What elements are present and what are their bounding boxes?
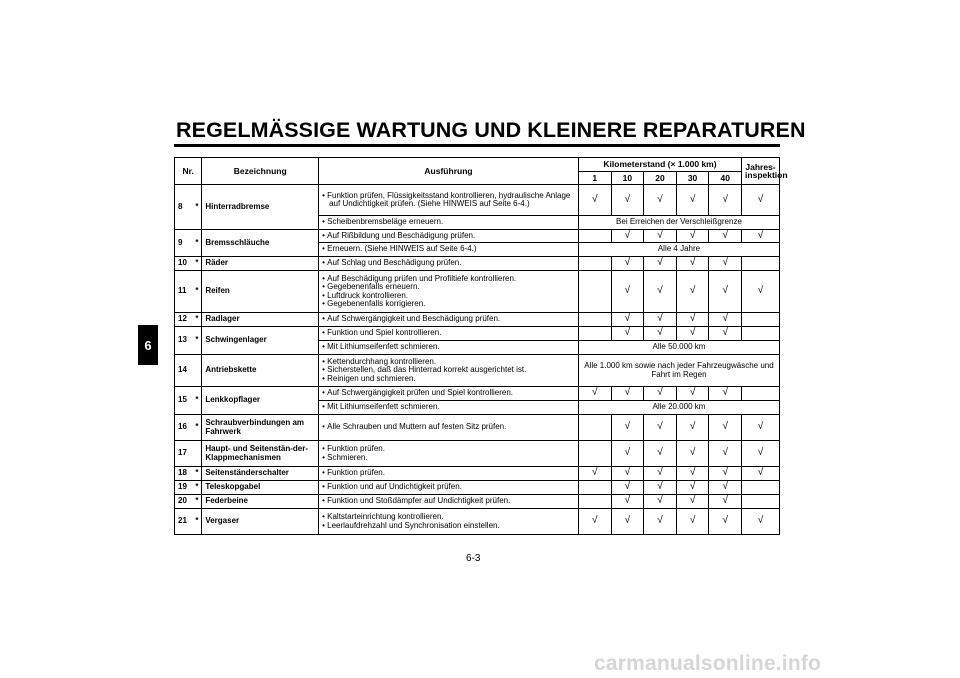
task-item: • Funktion und Spiel kontrollieren. xyxy=(322,329,575,337)
task-item: • Kettendurchhang kontrollieren. xyxy=(322,358,575,366)
check-mark-cell: √ xyxy=(742,415,780,441)
check-mark-cell: √ xyxy=(611,327,644,341)
row-ausfuehrung xyxy=(319,185,579,216)
check-mark-cell: √ xyxy=(676,495,709,509)
task-item: • Alle Schrauben und Muttern auf festen Sitz prüfen. xyxy=(322,423,575,431)
task-item: • Auf Schwergängigkeit prüfen und Spiel kontrollieren. xyxy=(322,389,575,397)
row-ausfuehrung xyxy=(319,387,579,401)
task-item: • Auf Schwergängigkeit und Beschädigung prüfen. xyxy=(322,315,575,323)
interval-note: Bei Erreichen der Verschleißgrenze xyxy=(578,216,779,230)
title-rule xyxy=(174,144,780,147)
row-ausfuehrung xyxy=(319,257,579,271)
table-row xyxy=(175,355,780,387)
check-mark-cell: √ xyxy=(611,313,644,327)
check-mark-cell: √ xyxy=(611,415,644,441)
table-row xyxy=(175,481,780,495)
row-bezeichnung: Bremsschläuche xyxy=(202,230,319,257)
task-list xyxy=(322,358,575,383)
row-ausfuehrung xyxy=(319,467,579,481)
check-mark-cell: √ xyxy=(709,327,742,341)
check-mark-cell: √ xyxy=(644,271,677,313)
row-ausfuehrung xyxy=(319,313,579,327)
header-km-40: 40 xyxy=(709,172,742,185)
check-mark-cell: √ xyxy=(709,313,742,327)
row-bezeichnung: Haupt- und Seitenstän-der-Klappmechanismen xyxy=(202,441,319,467)
table-row xyxy=(175,467,780,481)
check-mark-cell: √ xyxy=(676,257,709,271)
row-number: 14 xyxy=(175,355,193,387)
row-bezeichnung: Vergaser xyxy=(202,509,319,535)
task-list xyxy=(322,497,575,505)
row-number: 8 xyxy=(175,185,193,230)
check-mark-cell: √ xyxy=(611,387,644,401)
check-mark-cell: √ xyxy=(742,441,780,467)
check-mark-cell: √ xyxy=(709,441,742,467)
check-mark-cell xyxy=(578,313,611,327)
task-item: • Funktion prüfen, Flüssigkeitsstand kontrollieren, hydraulische Anlage auf Undichtigkeit prüfen. (Siehe HINWEIS auf Seite 6-4.) xyxy=(322,192,575,209)
check-mark-cell xyxy=(578,230,611,243)
check-mark-cell xyxy=(578,257,611,271)
check-mark-cell: √ xyxy=(644,481,677,495)
row-bezeichnung: Radlager xyxy=(202,313,319,327)
task-item: • Kaltstarteinrichtung kontrollieren. xyxy=(322,513,575,521)
row-bezeichnung: Räder xyxy=(202,257,319,271)
row-bezeichnung: Federbeine xyxy=(202,495,319,509)
task-list xyxy=(322,483,575,491)
table-body xyxy=(175,185,780,535)
row-bezeichnung: Antriebskette xyxy=(202,355,319,387)
check-mark-cell: √ xyxy=(709,257,742,271)
check-mark-cell: √ xyxy=(578,467,611,481)
row-star-marker: * xyxy=(192,327,201,355)
check-mark-cell: √ xyxy=(644,509,677,535)
check-mark-cell: √ xyxy=(676,271,709,313)
interval-note: Alle 20.000 km xyxy=(578,401,779,415)
row-star-marker: * xyxy=(192,509,201,535)
task-item: • Luftdruck kontrollieren. xyxy=(322,292,575,300)
page-title: REGELMÄSSIGE WARTUNG UND KLEINERE REPARATUREN xyxy=(176,118,806,142)
row-number: 18 xyxy=(175,467,193,481)
check-mark-cell: √ xyxy=(676,327,709,341)
row-number: 13 xyxy=(175,327,193,355)
check-mark-cell: √ xyxy=(578,509,611,535)
task-item: • Reinigen und schmieren. xyxy=(322,375,575,383)
check-mark-cell: √ xyxy=(644,441,677,467)
row-number: 11 xyxy=(175,271,193,313)
row-ausfuehrung xyxy=(319,401,579,415)
row-ausfuehrung xyxy=(319,216,579,230)
row-star-marker: * xyxy=(192,257,201,271)
task-list xyxy=(322,275,575,309)
task-list xyxy=(322,513,575,530)
check-mark-cell: √ xyxy=(709,387,742,401)
check-mark-cell: √ xyxy=(676,230,709,243)
task-item: • Mit Lithiumseifenfett schmieren. xyxy=(322,343,575,351)
check-mark-cell: √ xyxy=(611,185,644,216)
task-list xyxy=(322,315,575,323)
header-km-30: 30 xyxy=(676,172,709,185)
check-mark-cell: √ xyxy=(644,185,677,216)
table-row xyxy=(175,257,780,271)
task-list xyxy=(322,245,575,253)
task-item: • Funktion prüfen. xyxy=(322,445,575,453)
table-row xyxy=(175,387,780,401)
row-number: 15 xyxy=(175,387,193,415)
task-list xyxy=(322,192,575,209)
header-km-1: 1 xyxy=(578,172,611,185)
check-mark-cell: √ xyxy=(709,230,742,243)
header-nr: Nr. xyxy=(175,158,202,185)
maintenance-table xyxy=(174,157,788,535)
table-row xyxy=(175,441,780,467)
row-star-marker: * xyxy=(192,495,201,509)
task-list xyxy=(322,232,575,240)
task-item: • Auf Beschädigung prüfen und Profiltiefe kontrollieren. xyxy=(322,275,575,283)
check-mark-cell: √ xyxy=(644,495,677,509)
row-bezeichnung: Seitenständerschalter xyxy=(202,467,319,481)
row-star-marker: * xyxy=(192,271,201,313)
task-list xyxy=(322,403,575,411)
page-number: 6-3 xyxy=(466,553,481,564)
check-mark-cell: √ xyxy=(676,441,709,467)
row-number: 16 xyxy=(175,415,193,441)
table-row xyxy=(175,495,780,509)
check-mark-cell xyxy=(742,327,780,341)
table-row xyxy=(175,327,780,341)
row-number: 20 xyxy=(175,495,193,509)
row-star-marker: * xyxy=(192,185,201,230)
row-ausfuehrung xyxy=(319,271,579,313)
interval-note: Alle 50.000 km xyxy=(578,341,779,355)
task-item: • Gegebenenfalls korrigieren. xyxy=(322,300,575,308)
check-mark-cell: √ xyxy=(611,230,644,243)
header-km-10: 10 xyxy=(611,172,644,185)
row-bezeichnung: Schraubverbindungen am Fahrwerk xyxy=(202,415,319,441)
task-item: • Leerlaufdrehzahl und Synchronisation einstellen. xyxy=(322,522,575,530)
table-row xyxy=(175,185,780,216)
row-ausfuehrung xyxy=(319,415,579,441)
row-bezeichnung: Teleskopgabel xyxy=(202,481,319,495)
row-ausfuehrung xyxy=(319,481,579,495)
task-item: • Schmieren. xyxy=(322,454,575,462)
task-item: • Auf Schlag und Beschädigung prüfen. xyxy=(322,259,575,267)
check-mark-cell: √ xyxy=(742,230,780,243)
task-item: • Gegebenenfalls erneuern. xyxy=(322,283,575,291)
check-mark-cell: √ xyxy=(578,185,611,216)
table-row xyxy=(175,509,780,535)
row-star-marker: * xyxy=(192,415,201,441)
table-row xyxy=(175,313,780,327)
task-list xyxy=(322,343,575,351)
header-ausfuehrung: Ausführung xyxy=(319,158,579,185)
check-mark-cell xyxy=(578,415,611,441)
check-mark-cell: √ xyxy=(676,481,709,495)
row-number: 21 xyxy=(175,509,193,535)
check-mark-cell: √ xyxy=(709,495,742,509)
row-star-marker xyxy=(192,441,201,467)
row-star-marker xyxy=(192,355,201,387)
row-number: 19 xyxy=(175,481,193,495)
task-item: • Funktion und Stoßdämpfer auf Undichtigkeit prüfen. xyxy=(322,497,575,505)
check-mark-cell: √ xyxy=(578,387,611,401)
task-item: • Erneuern. (Siehe HINWEIS auf Seite 6-4.) xyxy=(322,245,575,253)
check-mark-cell xyxy=(742,313,780,327)
row-ausfuehrung xyxy=(319,509,579,535)
check-mark-cell: √ xyxy=(676,313,709,327)
check-mark-cell: √ xyxy=(742,185,780,216)
check-mark-cell: √ xyxy=(742,467,780,481)
check-mark-cell xyxy=(578,495,611,509)
table-row xyxy=(175,415,780,441)
check-mark-cell xyxy=(742,257,780,271)
check-mark-cell xyxy=(578,441,611,467)
row-star-marker: * xyxy=(192,481,201,495)
task-item: • Funktion und auf Undichtigkeit prüfen. xyxy=(322,483,575,491)
row-star-marker: * xyxy=(192,387,201,415)
check-mark-cell: √ xyxy=(676,185,709,216)
task-list xyxy=(322,218,575,226)
header-kilometerstand: Kilometerstand (× 1.000 km) xyxy=(578,158,741,172)
row-ausfuehrung xyxy=(319,230,579,243)
header-bezeichnung: Bezeichnung xyxy=(202,158,319,185)
task-list xyxy=(322,445,575,462)
check-mark-cell: √ xyxy=(644,387,677,401)
header-km-20: 20 xyxy=(644,172,677,185)
task-item: • Sicherstellen, daß das Hinterrad korrekt ausgerichtet ist. xyxy=(322,366,575,374)
row-ausfuehrung xyxy=(319,355,579,387)
check-mark-cell: √ xyxy=(644,467,677,481)
check-mark-cell: √ xyxy=(611,257,644,271)
check-mark-cell: √ xyxy=(676,415,709,441)
task-list xyxy=(322,423,575,431)
task-item: • Mit Lithiumseifenfett schmieren. xyxy=(322,403,575,411)
site-watermark: carmanualsonline.info xyxy=(594,652,822,675)
row-ausfuehrung xyxy=(319,441,579,467)
row-number: 9 xyxy=(175,230,193,257)
check-mark-cell: √ xyxy=(644,313,677,327)
task-item: • Scheibenbremsbeläge erneuern. xyxy=(322,218,575,226)
table-row xyxy=(175,271,780,313)
header-jahresinspektion: Jahres- inspektion xyxy=(742,158,780,185)
task-item: • Funktion prüfen. xyxy=(322,469,575,477)
check-mark-cell xyxy=(742,481,780,495)
check-mark-cell xyxy=(742,495,780,509)
check-mark-cell: √ xyxy=(709,509,742,535)
check-mark-cell: √ xyxy=(611,509,644,535)
row-bezeichnung: Lenkkopflager xyxy=(202,387,319,415)
chapter-tab: 6 xyxy=(138,325,158,365)
task-list xyxy=(322,389,575,397)
row-bezeichnung: Hinterradbremse xyxy=(202,185,319,230)
check-mark-cell: √ xyxy=(742,509,780,535)
row-ausfuehrung xyxy=(319,327,579,341)
check-mark-cell: √ xyxy=(709,271,742,313)
check-mark-cell: √ xyxy=(709,467,742,481)
row-star-marker: * xyxy=(192,313,201,327)
check-mark-cell xyxy=(578,481,611,495)
row-star-marker: * xyxy=(192,467,201,481)
check-mark-cell: √ xyxy=(709,415,742,441)
check-mark-cell: √ xyxy=(644,257,677,271)
interval-note: Alle 4 Jahre xyxy=(578,243,779,257)
row-number: 10 xyxy=(175,257,193,271)
task-list xyxy=(322,329,575,337)
check-mark-cell: √ xyxy=(644,230,677,243)
check-mark-cell: √ xyxy=(611,441,644,467)
check-mark-cell: √ xyxy=(676,387,709,401)
row-ausfuehrung xyxy=(319,495,579,509)
check-mark-cell: √ xyxy=(611,495,644,509)
row-bezeichnung: Reifen xyxy=(202,271,319,313)
interval-note: Alle 1.000 km sowie nach jeder Fahrzeugwäsche und Fahrt im Regen xyxy=(578,355,779,387)
row-star-marker: * xyxy=(192,230,201,257)
check-mark-cell xyxy=(578,271,611,313)
check-mark-cell: √ xyxy=(611,467,644,481)
row-ausfuehrung xyxy=(319,341,579,355)
check-mark-cell: √ xyxy=(644,327,677,341)
check-mark-cell: √ xyxy=(611,481,644,495)
check-mark-cell: √ xyxy=(676,467,709,481)
check-mark-cell: √ xyxy=(676,509,709,535)
row-ausfuehrung xyxy=(319,243,579,257)
task-item: • Auf Rißbildung und Beschädigung prüfen. xyxy=(322,232,575,240)
row-number: 12 xyxy=(175,313,193,327)
table-row xyxy=(175,230,780,243)
row-number: 17 xyxy=(175,441,193,467)
check-mark-cell: √ xyxy=(611,271,644,313)
check-mark-cell xyxy=(742,387,780,401)
task-list xyxy=(322,469,575,477)
check-mark-cell: √ xyxy=(709,481,742,495)
check-mark-cell: √ xyxy=(644,415,677,441)
check-mark-cell: √ xyxy=(742,271,780,313)
check-mark-cell: √ xyxy=(709,185,742,216)
row-bezeichnung: Schwingenlager xyxy=(202,327,319,355)
check-mark-cell xyxy=(578,327,611,341)
task-list xyxy=(322,259,575,267)
